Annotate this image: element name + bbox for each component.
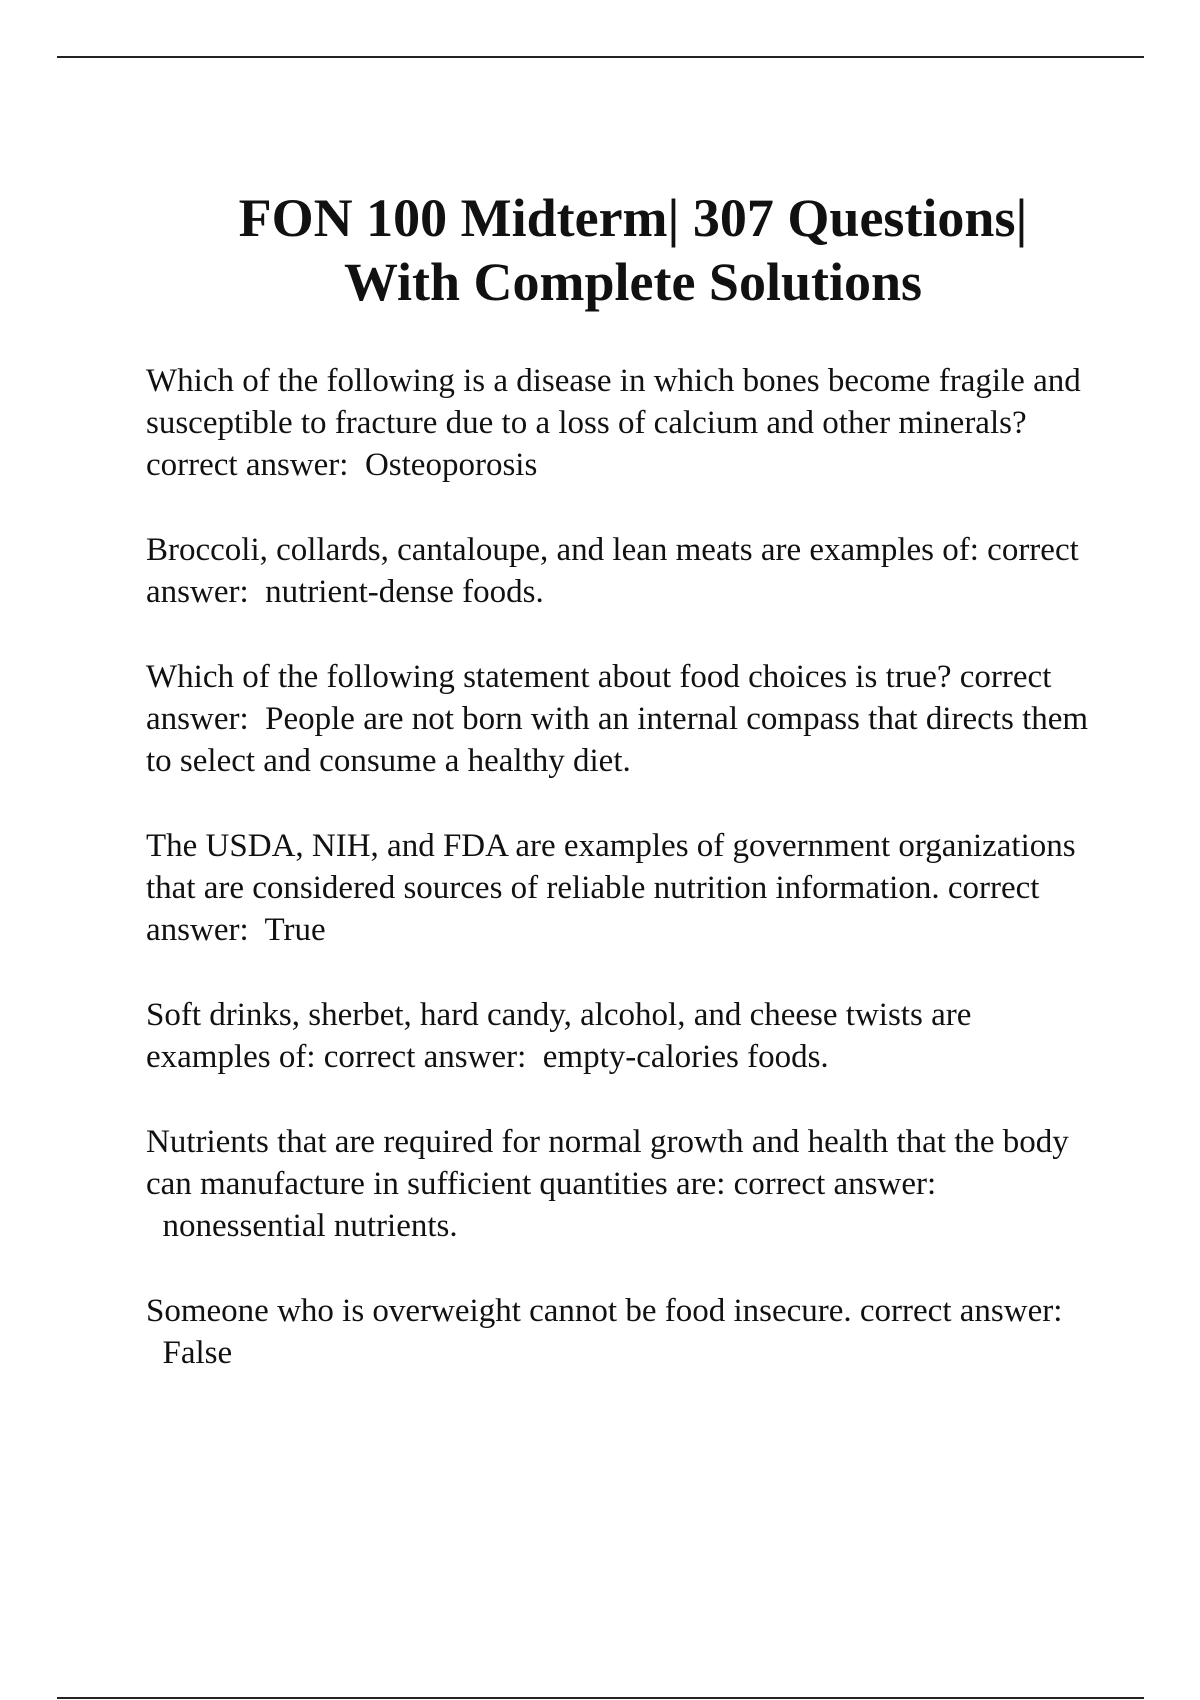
question-text: Nutrients that are required for normal growth and health that the body can manufacture in sufficient quantities are: — [146, 1124, 1069, 1202]
answer-text: nutrient-dense foods. — [265, 574, 544, 610]
document-title-line-2: With Complete Solutions — [343, 252, 923, 312]
answer-label: correct answer: — [859, 1293, 1063, 1329]
answer-text: False — [162, 1335, 233, 1371]
question-item — [146, 656, 1091, 782]
bottom-divider — [57, 1697, 1144, 1699]
question-item — [146, 1121, 1091, 1247]
answer-label: correct answer: — [146, 870, 1040, 948]
question-item — [146, 994, 1091, 1078]
document-title — [80, 186, 1186, 314]
question-text: Which of the following is a disease in which bones become fragile and susceptible to fracture due to a loss of calcium and other minerals? — [146, 363, 1081, 441]
question-text: Someone who is overweight cannot be food insecure. — [146, 1293, 852, 1329]
top-divider — [57, 56, 1144, 58]
answer-text: True — [264, 912, 326, 948]
answer-label: correct answer: — [146, 447, 349, 483]
question-text: Soft drinks, sherbet, hard candy, alcohol, and cheese twists are examples of: — [146, 997, 972, 1075]
question-item — [146, 1290, 1091, 1374]
document-title-line-1: FON 100 Midterm| 307 Questions| — [238, 188, 1028, 248]
answer-label: correct answer: — [146, 532, 1079, 610]
answer-text: nonessential nutrients. — [162, 1208, 458, 1244]
question-text: Which of the following statement about food choices is true? — [146, 659, 952, 695]
question-list — [146, 360, 1091, 1417]
question-item — [146, 360, 1091, 486]
answer-text: People are not born with an internal compass that directs them to select and consume a healthy diet. — [146, 701, 1089, 779]
question-item — [146, 529, 1091, 613]
question-text: The USDA, NIH, and FDA are examples of government organizations that are considered sources of reliable nutrition information. — [146, 828, 1076, 906]
answer-text: Osteoporosis — [364, 447, 538, 483]
question-item — [146, 825, 1091, 951]
answer-label: correct answer: — [733, 1166, 937, 1202]
question-text: Broccoli, collards, cantaloupe, and lean meats are examples of: — [146, 532, 979, 568]
answer-label: correct answer: — [323, 1039, 527, 1075]
answer-text: empty-calories foods. — [542, 1039, 829, 1075]
answer-label: correct answer: — [146, 659, 1052, 737]
